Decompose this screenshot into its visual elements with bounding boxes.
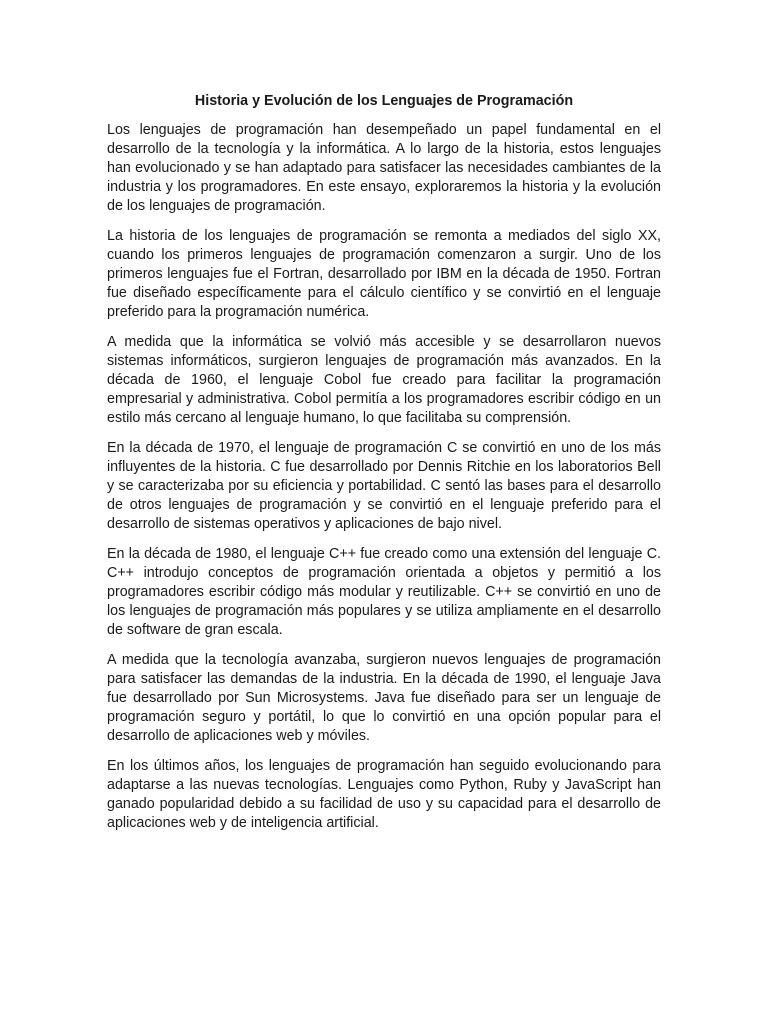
paragraph-cpp-language: En la década de 1980, el lenguaje C++ fue creado como una extensión del lenguaje C. C++ introdujo conceptos de programación orientada a objetos y permitió a los programadores escribir código más modular y reutilizable. C++ se convirtió en uno de los lenguajes de programación más populares y se utiliza ampliamente en el desarrollo de software de gran escala. xyxy=(107,546,661,638)
paragraph-cobol: A medida que la informática se volvió más accesible y se desarrollaron nuevos sistemas informáticos, surgieron lenguajes de programación más avanzados. En la década de 1960, el lenguaje Cobol fue creado para facilitar la programación empresarial y administrativa. Cobol permitía a los programadores escribir código en un estilo más cercano al lenguaje humano, lo que facilitaba su comprensión. xyxy=(107,334,661,426)
paragraph-c-language: En la década de 1970, el lenguaje de programación C se convirtió en uno de los más influyentes de la historia. C fue desarrollado por Dennis Ritchie en los laboratorios Bell y se caracterizaba por su eficiencia y portabilidad. C sentó las bases para el desarrollo de otros lenguajes de programación y se convirtió en el lenguaje preferido para el desarrollo de sistemas operativos y aplicaciones de bajo nivel. xyxy=(107,440,661,532)
paragraph-java: A medida que la tecnología avanzaba, surgieron nuevos lenguajes de programación para satisfacer las demandas de la industria. En la década de 1990, el lenguaje Java fue desarrollado por Sun Microsystems. Java fue diseñado para ser un lenguaje de programación seguro y portátil, lo que lo convirtió en una opción popular para el desarrollo de aplicaciones web y móviles. xyxy=(107,652,661,744)
paragraph-fortran: La historia de los lenguajes de programación se remonta a mediados del siglo XX, cuando los primeros lenguajes de programación comenzaron a surgir. Uno de los primeros lenguajes fue el Fortran, desarrollado por IBM en la década de 1950. Fortran fue diseñado específicamente para el cálculo científico y se convirtió en el lenguaje preferido para la programación numérica. xyxy=(107,228,661,320)
document-title: Historia y Evolución de los Lenguajes de Programación xyxy=(194,93,574,109)
paragraph-introduction: Los lenguajes de programación han desempeñado un papel fundamental en el desarrollo de la tecnología y la informática. A lo largo de la historia, estos lenguajes han evolucionado y se han adaptado para satisfacer las necesidades cambiantes de la industria y los programadores. En este ensayo, exploraremos la historia y la evolución de los lenguajes de programación. xyxy=(107,122,661,214)
paragraph-modern-languages: En los últimos años, los lenguajes de programación han seguido evolucionando para adaptarse a las nuevas tecnologías. Lenguajes como Python, Ruby y JavaScript han ganado popularidad debido a su facilidad de uso y su capacidad para el desarrollo de aplicaciones web y de inteligencia artificial. xyxy=(107,758,661,831)
document-body xyxy=(107,92,661,844)
